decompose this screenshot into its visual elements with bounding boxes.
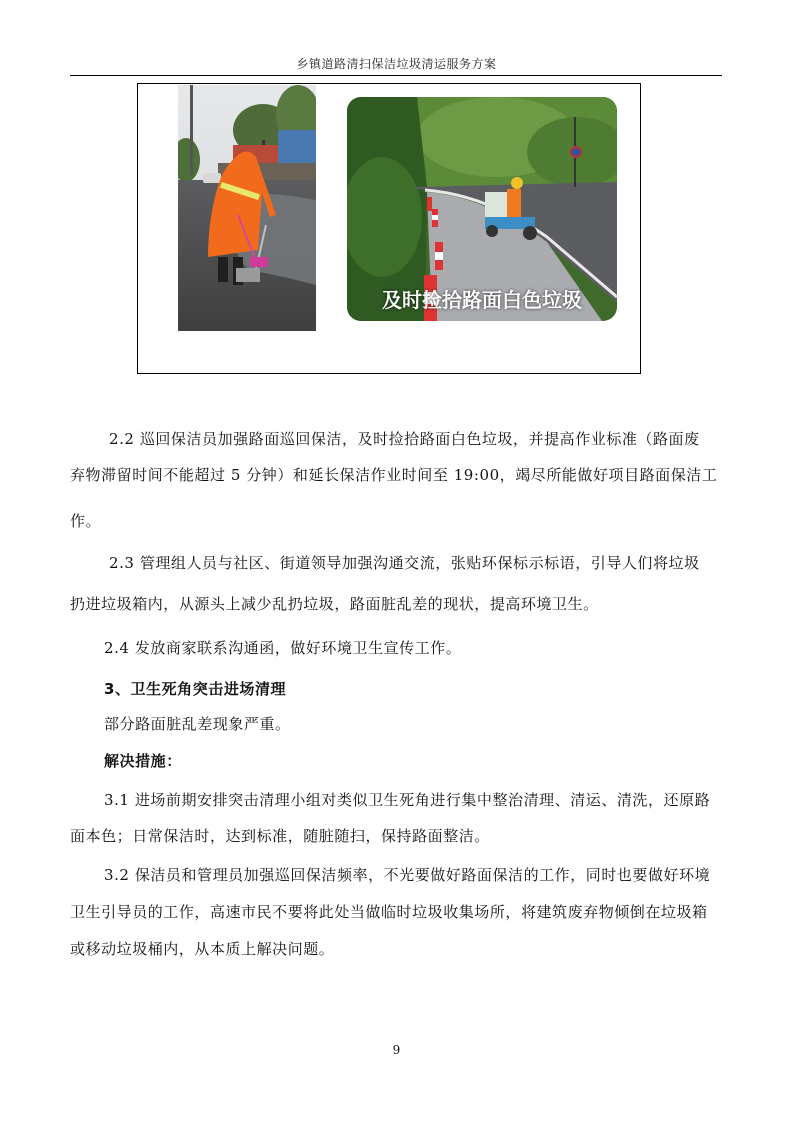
para-3-2-line-3: 或移动垃圾桶内，从本质上解决问题。: [70, 940, 335, 958]
photo-caption: 及时捡拾路面白色垃圾: [382, 288, 582, 312]
para-2-3-line-2: 扔进垃圾箱内，从源头上减少乱扔垃圾，路面脏乱差的现状，提高环境卫生。: [70, 595, 599, 613]
para-2-2-line-2: 弃物滞留时间不能超过 5 分钟）和延长保洁作业时间至 19:00，竭尽所能做好项目路面保洁工: [70, 466, 718, 484]
para-3-1-line-1: 3.1 进场前期安排突击清理小组对类似卫生死角进行集中整治清理、清运、清洗，还原路: [104, 791, 711, 809]
para-3-2-line-2: 卫生引导员的工作，高速市民不要将此处当做临时垃圾收集场所，将建筑废弃物倾倒在垃圾箱: [70, 903, 708, 921]
header-divider: [70, 75, 722, 76]
section-3-heading: 3、卫生死角突击进场清理: [104, 680, 287, 698]
para-3-1-line-2: 面本色；日常保洁时，达到标准，随脏随扫，保持路面整洁。: [70, 827, 490, 845]
photo-worker-sweeping: [178, 85, 316, 331]
para-2-2-line-1: 2.2 巡回保洁员加强路面巡回保洁，及时捡拾路面白色垃圾，并提高作业标准（路面废: [109, 430, 700, 448]
document-header-title: 乡镇道路清扫保洁垃圾清运服务方案: [296, 57, 497, 71]
section-3-problem: 部分路面脏乱差现象严重。: [104, 715, 291, 733]
para-3-2-line-1: 3.2 保洁员和管理员加强巡回保洁频率，不光要做好路面保洁的工作，同时也要做好环境: [104, 866, 711, 884]
photo-tricycle-worker: [347, 97, 617, 321]
para-2-4-line-1: 2.4 发放商家联系沟通函，做好环境卫生宣传工作。: [104, 639, 462, 657]
page-number: 9: [392, 1043, 401, 1057]
measures-heading: 解决措施：: [104, 752, 182, 770]
para-2-2-line-3: 作。: [70, 512, 102, 530]
para-2-3-line-1: 2.3 管理组人员与社区、街道领导加强沟通交流，张贴环保标示标语，引导人们将垃圾: [109, 554, 700, 572]
